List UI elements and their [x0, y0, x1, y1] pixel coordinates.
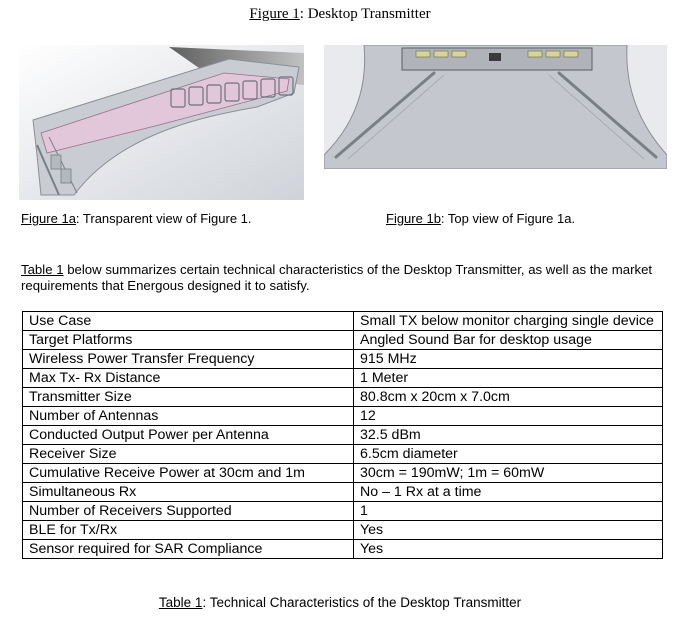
transparent-view-image: [19, 45, 304, 200]
figure-1a-text: : Transparent view of Figure 1.: [75, 211, 252, 226]
table-row: [23, 369, 663, 388]
figure-1b-label: Figure 1b: [386, 211, 441, 226]
table-row: [23, 483, 663, 502]
row-label: Conducted Output Power per Antenna: [23, 426, 354, 445]
table-row: [23, 521, 663, 540]
row-label: Transmitter Size: [23, 388, 354, 407]
row-value: Yes: [354, 521, 663, 540]
row-value: 32.5 dBm: [354, 426, 663, 445]
row-value: No – 1 Rx at a time: [354, 483, 663, 502]
table-caption-label: Table 1: [158, 595, 203, 610]
row-label: Number of Receivers Supported: [23, 502, 354, 521]
table-row: [23, 331, 663, 350]
intro-text: below summarizes certain technical characteristics of the Desktop Transmitter, as well as the market requirements that Energous designed it to satisfy.: [21, 262, 653, 293]
row-label: Receiver Size: [23, 445, 354, 464]
table-row: [23, 426, 663, 445]
technical-characteristics-table: [22, 311, 663, 559]
row-label: BLE for Tx/Rx: [23, 521, 354, 540]
row-value: Yes: [354, 540, 663, 559]
table-reference-link: Table 1: [21, 262, 64, 277]
intro-paragraph: [21, 262, 661, 294]
row-label: Sensor required for SAR Compliance: [23, 540, 354, 559]
row-value: 12: [354, 407, 663, 426]
row-value: 1: [354, 502, 663, 521]
table-row: [23, 407, 663, 426]
table-row: [23, 350, 663, 369]
row-label: Wireless Power Transfer Frequency: [23, 350, 354, 369]
row-value: Angled Sound Bar for desktop usage: [354, 331, 663, 350]
table-row: [23, 388, 663, 407]
row-label: Target Platforms: [23, 331, 354, 350]
figure-1b-text: : Top view of Figure 1a.: [440, 211, 576, 226]
row-value: 30cm = 190mW; 1m = 60mW: [354, 464, 663, 483]
row-label: Max Tx- Rx Distance: [23, 369, 354, 388]
row-label: Use Case: [23, 312, 354, 331]
table-row: [23, 502, 663, 521]
figure-title: [0, 6, 680, 23]
row-value: 1 Meter: [354, 369, 663, 388]
top-view-image: [324, 45, 667, 169]
figure-1b-caption: [386, 211, 575, 226]
table-row: [23, 464, 663, 483]
row-value: Small TX below monitor charging single device: [354, 312, 663, 331]
table-row: [23, 445, 663, 464]
table-row: [23, 540, 663, 559]
figure-title-text: : Desktop Transmitter: [299, 6, 431, 22]
row-label: Cumulative Receive Power at 30cm and 1m: [23, 464, 354, 483]
row-value: 6.5cm diameter: [354, 445, 663, 464]
row-value: 80.8cm x 20cm x 7.0cm: [354, 388, 663, 407]
table-row: [23, 312, 663, 331]
table-caption: [0, 595, 680, 610]
figure-1a-caption: [21, 211, 252, 226]
figure-1a-label: Figure 1a: [21, 211, 76, 226]
row-label: Number of Antennas: [23, 407, 354, 426]
table-caption-text: : Technical Characteristics of the Desktop Transmitter: [202, 595, 522, 610]
row-value: 915 MHz: [354, 350, 663, 369]
figure-title-label: Figure 1: [249, 6, 300, 22]
row-label: Simultaneous Rx: [23, 483, 354, 502]
